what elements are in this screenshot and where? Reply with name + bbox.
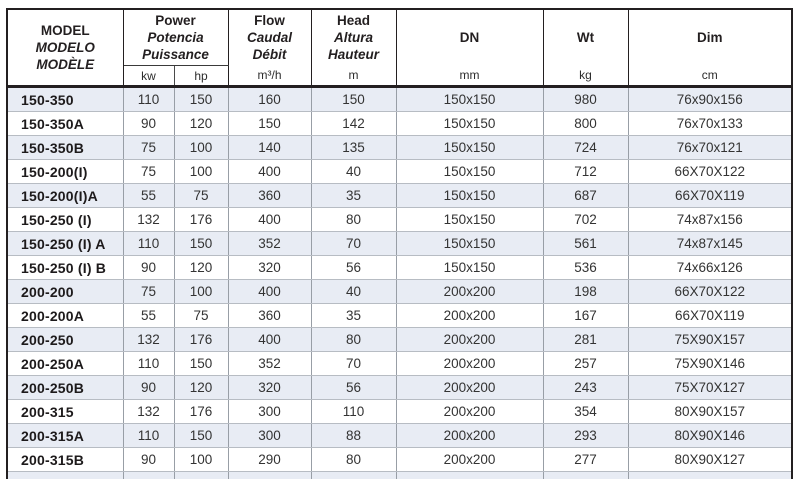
table-row — [7, 328, 792, 352]
cell-kw: 132 — [123, 400, 174, 424]
cell-flow: 160 — [228, 87, 311, 112]
cell-kw: 110 — [123, 232, 174, 256]
cell-flow: 360 — [228, 304, 311, 328]
cell-dn: 200x200 — [396, 424, 543, 448]
cell-model: 150-350B — [7, 136, 123, 160]
unit-dn: mm — [396, 66, 543, 87]
unit-hp: hp — [174, 66, 228, 87]
cell-wt: 293 — [543, 424, 628, 448]
cell-wt: 724 — [543, 136, 628, 160]
cell-head — [311, 472, 396, 479]
cell-kw: 55 — [123, 304, 174, 328]
cell-kw: 90 — [123, 376, 174, 400]
table-row — [7, 160, 792, 184]
col-header-dim: Dim — [628, 9, 792, 66]
cell-dn: 200x200 — [396, 352, 543, 376]
table-row — [7, 112, 792, 136]
cell-dn: 150x150 — [396, 112, 543, 136]
cell-model — [7, 472, 123, 479]
cell-kw: 90 — [123, 256, 174, 280]
cell-flow: 300 — [228, 400, 311, 424]
cell-wt: 980 — [543, 87, 628, 112]
col-header-model — [7, 9, 123, 87]
col-header-wt: Wt — [543, 9, 628, 66]
cell-head: 135 — [311, 136, 396, 160]
cell-model: 150-350A — [7, 112, 123, 136]
cell-kw: 90 — [123, 112, 174, 136]
cell-model: 200-315 — [7, 400, 123, 424]
cell-wt: 702 — [543, 208, 628, 232]
table-row — [7, 232, 792, 256]
cell-dim: 76x70x121 — [628, 136, 792, 160]
cell-head: 80 — [311, 448, 396, 472]
cell-wt: 687 — [543, 184, 628, 208]
table-row-partial — [7, 472, 792, 479]
cell-head: 70 — [311, 352, 396, 376]
cell-flow — [228, 472, 311, 479]
cell-dim: 76x90x156 — [628, 87, 792, 112]
cell-flow: 360 — [228, 184, 311, 208]
cell-model: 150-350 — [7, 87, 123, 112]
pump-spec-table — [6, 8, 793, 479]
cell-hp: 100 — [174, 280, 228, 304]
header-line-power-en: Power — [155, 12, 196, 28]
cell-wt: 561 — [543, 232, 628, 256]
cell-flow: 300 — [228, 424, 311, 448]
cell-flow: 400 — [228, 160, 311, 184]
cell-dim: 74x87x156 — [628, 208, 792, 232]
unit-flow: m³/h — [228, 66, 311, 87]
cell-model: 150-200(I) — [7, 160, 123, 184]
cell-dn: 150x150 — [396, 160, 543, 184]
table-row — [7, 448, 792, 472]
cell-head: 110 — [311, 400, 396, 424]
header-line-model-en: MODEL — [40, 22, 90, 38]
cell-flow: 140 — [228, 136, 311, 160]
cell-hp: 75 — [174, 184, 228, 208]
cell-kw: 110 — [123, 352, 174, 376]
cell-dim: 66X70X122 — [628, 280, 792, 304]
cell-dim: 80X90X127 — [628, 448, 792, 472]
cell-dim: 75X90X157 — [628, 328, 792, 352]
col-header-dn: DN — [396, 9, 543, 66]
cell-wt: 712 — [543, 160, 628, 184]
cell-kw: 75 — [123, 160, 174, 184]
header-line-flow-fr: Débit — [252, 47, 287, 63]
cell-hp: 75 — [174, 304, 228, 328]
cell-wt: 536 — [543, 256, 628, 280]
cell-flow: 320 — [228, 376, 311, 400]
cell-dim: 66X70X119 — [628, 304, 792, 328]
table-row — [7, 256, 792, 280]
cell-dim: 76x70x133 — [628, 112, 792, 136]
cell-kw: 75 — [123, 136, 174, 160]
cell-head: 56 — [311, 376, 396, 400]
cell-wt: 281 — [543, 328, 628, 352]
cell-dn: 200x200 — [396, 448, 543, 472]
cell-hp: 120 — [174, 256, 228, 280]
cell-hp: 150 — [174, 232, 228, 256]
cell-model: 200-250 — [7, 328, 123, 352]
cell-model: 200-315A — [7, 424, 123, 448]
table-row — [7, 136, 792, 160]
cell-dn: 200x200 — [396, 376, 543, 400]
cell-dn — [396, 472, 543, 479]
cell-kw — [123, 472, 174, 479]
header-line-head-es: Altura — [334, 30, 374, 46]
cell-model: 200-200A — [7, 304, 123, 328]
cell-head: 142 — [311, 112, 396, 136]
cell-head: 80 — [311, 208, 396, 232]
table-row — [7, 208, 792, 232]
header-line-head-en: Head — [337, 12, 371, 28]
cell-flow: 352 — [228, 352, 311, 376]
cell-hp: 120 — [174, 376, 228, 400]
table-row — [7, 352, 792, 376]
col-header-head — [311, 9, 396, 66]
col-header-power — [123, 9, 228, 66]
cell-flow: 150 — [228, 112, 311, 136]
header-row-units — [7, 66, 792, 87]
header-line-flow-es: Caudal — [247, 30, 293, 46]
cell-dn: 200x200 — [396, 400, 543, 424]
cell-wt — [543, 472, 628, 479]
cell-hp: 176 — [174, 400, 228, 424]
table-body — [7, 87, 792, 479]
cell-flow: 352 — [228, 232, 311, 256]
cell-head: 56 — [311, 256, 396, 280]
cell-dim: 80X90X157 — [628, 400, 792, 424]
cell-wt: 243 — [543, 376, 628, 400]
table-row — [7, 87, 792, 112]
cell-wt: 257 — [543, 352, 628, 376]
cell-dim: 75X70X127 — [628, 376, 792, 400]
cell-kw: 110 — [123, 424, 174, 448]
cell-model: 200-315B — [7, 448, 123, 472]
header-line-power-es: Potencia — [147, 29, 204, 45]
cell-hp: 150 — [174, 352, 228, 376]
cell-head: 88 — [311, 424, 396, 448]
header-line-flow-en: Flow — [254, 12, 285, 28]
cell-model: 200-250A — [7, 352, 123, 376]
unit-wt: kg — [543, 66, 628, 87]
unit-head: m — [311, 66, 396, 87]
cell-model: 150-250 (I) B — [7, 256, 123, 280]
cell-head: 70 — [311, 232, 396, 256]
cell-dim — [628, 472, 792, 479]
cell-hp: 150 — [174, 87, 228, 112]
cell-dn: 150x150 — [396, 87, 543, 112]
table-header — [7, 9, 792, 87]
table-row — [7, 376, 792, 400]
cell-wt: 167 — [543, 304, 628, 328]
cell-head: 80 — [311, 328, 396, 352]
header-row-main — [7, 9, 792, 66]
cell-dn: 200x200 — [396, 280, 543, 304]
cell-kw: 55 — [123, 184, 174, 208]
cell-hp: 100 — [174, 448, 228, 472]
cell-head: 35 — [311, 304, 396, 328]
cell-flow: 400 — [228, 328, 311, 352]
cell-kw: 90 — [123, 448, 174, 472]
unit-dim: cm — [628, 66, 792, 87]
cell-hp: 150 — [174, 424, 228, 448]
table-row — [7, 304, 792, 328]
cell-dn: 150x150 — [396, 208, 543, 232]
cell-flow: 400 — [228, 280, 311, 304]
cell-hp: 120 — [174, 112, 228, 136]
cell-kw: 110 — [123, 87, 174, 112]
cell-kw: 75 — [123, 280, 174, 304]
cell-dim: 74x87x145 — [628, 232, 792, 256]
col-header-flow — [228, 9, 311, 66]
cell-dn: 200x200 — [396, 304, 543, 328]
cell-head: 40 — [311, 280, 396, 304]
cell-dim: 66X70X119 — [628, 184, 792, 208]
cell-dim: 74x66x126 — [628, 256, 792, 280]
header-line-model-es: MODELO — [35, 39, 95, 55]
cell-dim: 75X90X146 — [628, 352, 792, 376]
cell-wt: 354 — [543, 400, 628, 424]
cell-wt: 198 — [543, 280, 628, 304]
cell-hp: 176 — [174, 328, 228, 352]
cell-dn: 150x150 — [396, 256, 543, 280]
cell-wt: 800 — [543, 112, 628, 136]
cell-model: 150-250 (I) A — [7, 232, 123, 256]
cell-head: 40 — [311, 160, 396, 184]
cell-hp: 176 — [174, 208, 228, 232]
cell-kw: 132 — [123, 208, 174, 232]
cell-model: 200-250B — [7, 376, 123, 400]
cell-hp: 100 — [174, 136, 228, 160]
cell-dn: 150x150 — [396, 184, 543, 208]
unit-kw: kw — [123, 66, 174, 87]
header-line-model-fr: MODÈLE — [36, 57, 95, 73]
cell-model: 150-250 (I) — [7, 208, 123, 232]
cell-flow: 290 — [228, 448, 311, 472]
table-row — [7, 424, 792, 448]
table-row — [7, 280, 792, 304]
cell-flow: 320 — [228, 256, 311, 280]
cell-model: 150-200(I)A — [7, 184, 123, 208]
cell-dn: 200x200 — [396, 328, 543, 352]
header-line-head-fr: Hauteur — [328, 47, 380, 63]
cell-kw: 132 — [123, 328, 174, 352]
cell-dn: 150x150 — [396, 232, 543, 256]
cell-hp — [174, 472, 228, 479]
cell-dim: 80X90X146 — [628, 424, 792, 448]
cell-head: 150 — [311, 87, 396, 112]
cell-flow: 400 — [228, 208, 311, 232]
cell-hp: 100 — [174, 160, 228, 184]
cell-dn: 150x150 — [396, 136, 543, 160]
header-line-power-fr: Puissance — [142, 47, 209, 63]
cell-head: 35 — [311, 184, 396, 208]
table-row — [7, 184, 792, 208]
table-row — [7, 400, 792, 424]
cell-model: 200-200 — [7, 280, 123, 304]
cell-wt: 277 — [543, 448, 628, 472]
cell-dim: 66X70X122 — [628, 160, 792, 184]
